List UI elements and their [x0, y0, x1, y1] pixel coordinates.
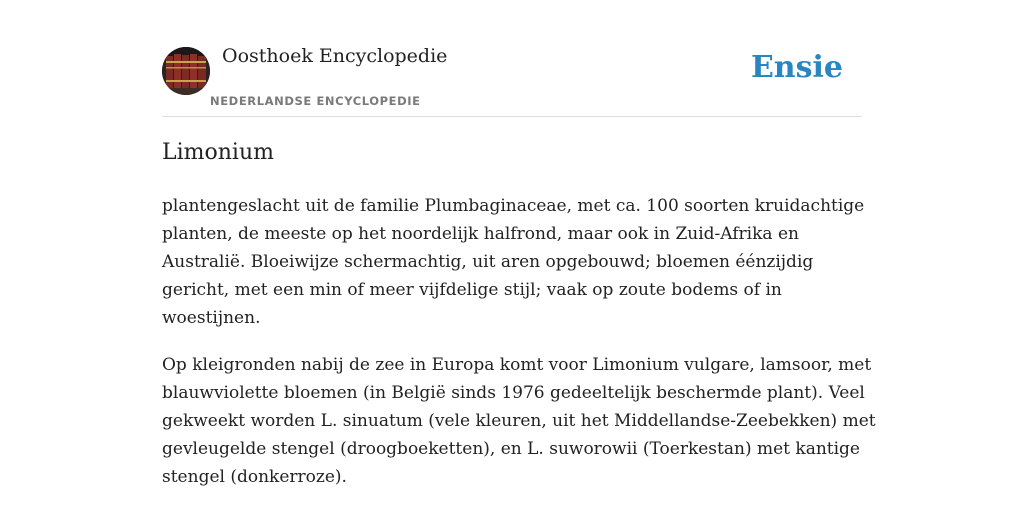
paragraph-line: plantengeslacht uit de familie Plumbaginaceae, met ca. 100 soorten kruidachtige [162, 196, 865, 216]
paragraph-line: planten, de meeste op het noordelijk halfrond, maar ook in Zuid-Afrika en [162, 224, 799, 244]
paragraph-line: stengel (donkerroze). [162, 467, 347, 487]
site-header [162, 0, 862, 117]
paragraph-line: Australië. Bloeiwijze schermachtig, uit aren opgebouwd; bloemen éénzijdig [162, 252, 814, 272]
paragraph-line: woestijnen. [162, 308, 261, 328]
site-name[interactable]: Oosthoek Encyclopedie [222, 45, 448, 67]
page-container [162, 0, 876, 487]
article-title: Limonium [162, 140, 274, 165]
paragraph-line: gekweekt worden L. sinuatum (vele kleuren, uit het Middellandse-Zeebekken) met [162, 411, 876, 431]
paragraph-line: gericht, met een min of meer vijfdelige stijl; vaak op zoute bodems of in [162, 280, 782, 300]
site-subtitle: NEDERLANDSE ENCYCLOPEDIE [210, 94, 421, 108]
article-paragraph [162, 192, 865, 332]
paragraph-line: blauwviolette bloemen (in België sinds 1976 gedeeltelijk beschermde plant). Veel [162, 383, 865, 403]
article-paragraph [162, 351, 876, 491]
brand-logo-link[interactable]: Ensie [750, 50, 843, 85]
paragraph-line: gevleugelde stengel (droogboeketten), en L. suworowii (Toerkestan) met kantige [162, 439, 860, 459]
encyclopedia-books-icon[interactable] [162, 47, 210, 95]
paragraph-line: Op kleigronden nabij de zee in Europa komt voor Limonium vulgare, lamsoor, met [162, 355, 872, 375]
